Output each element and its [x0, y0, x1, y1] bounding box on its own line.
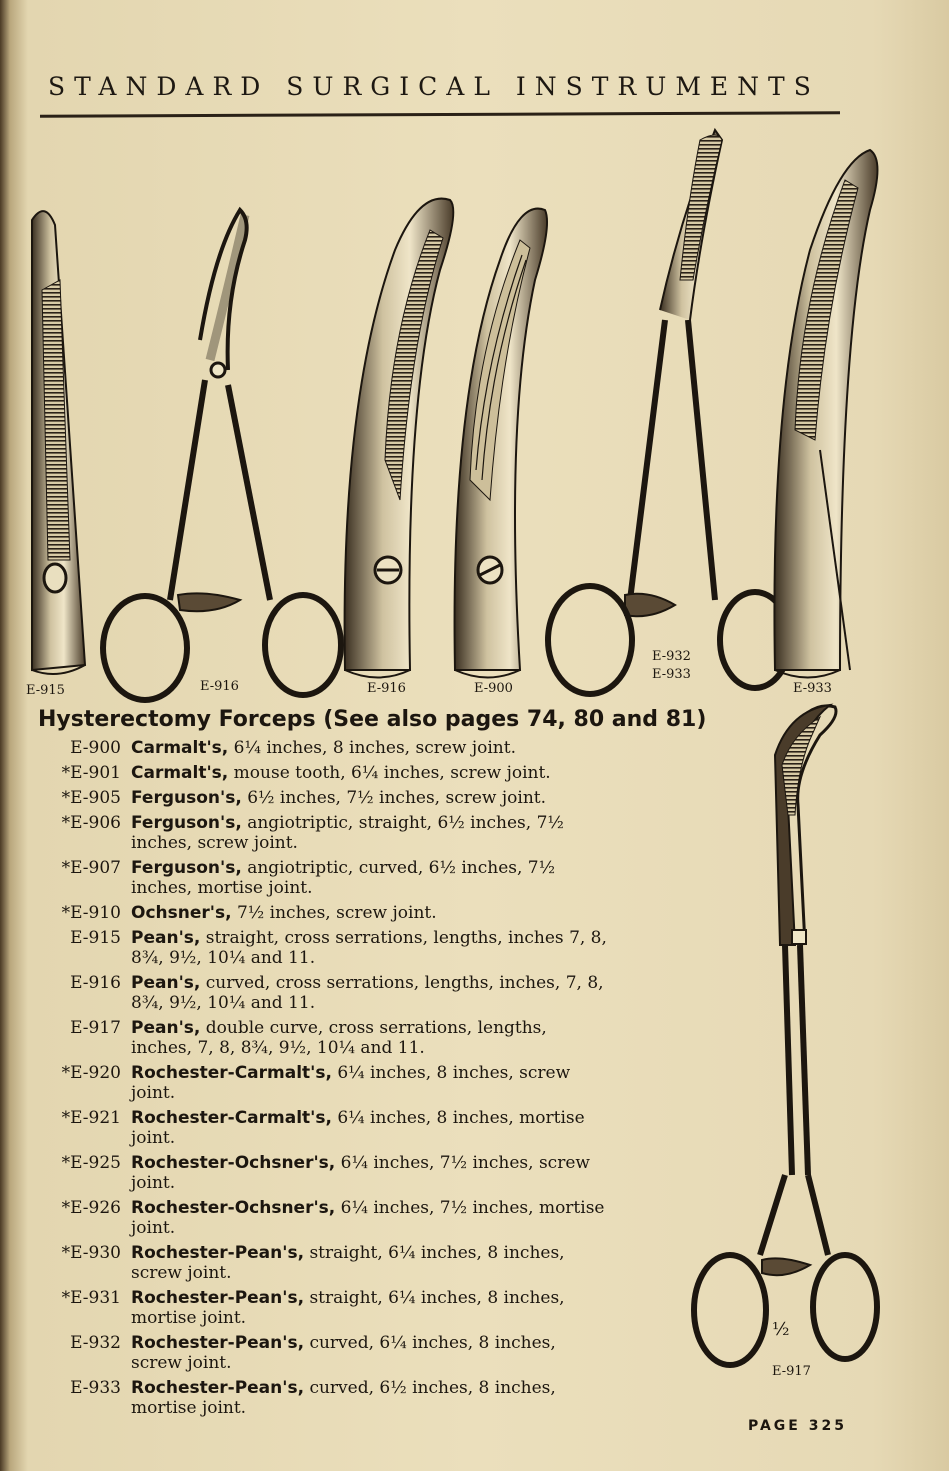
- item-name: Rochester-Carmalt's,: [131, 1063, 332, 1083]
- item-name: Ferguson's,: [131, 788, 242, 808]
- item-name: Rochester-Pean's,: [131, 1288, 305, 1308]
- catalog-item: [38, 1378, 608, 1418]
- item-description: [131, 928, 608, 968]
- section-title: Hysterectomy Forceps (See also pages 74, 80 and 81): [38, 707, 707, 732]
- item-code: *E-931: [61, 1288, 121, 1308]
- item-description: [131, 858, 608, 898]
- item-description: [131, 813, 608, 853]
- catalog-item: [38, 1108, 608, 1148]
- item-description: [131, 1288, 608, 1328]
- item-details: angiotriptic, straight, 6½ inches, 7½ inches, screw joint.: [131, 813, 564, 853]
- item-code: *E-901: [61, 763, 121, 783]
- item-code: E-917: [70, 1018, 121, 1038]
- item-name: Carmalt's,: [131, 738, 229, 758]
- catalog-item: [38, 1153, 608, 1193]
- catalog-item: [38, 1063, 608, 1103]
- item-code: E-915: [70, 928, 121, 948]
- item-description: [131, 1378, 608, 1418]
- figure-label-e915: E-915: [26, 683, 65, 698]
- item-description: [131, 763, 608, 783]
- item-name: Rochester-Ochsner's,: [131, 1153, 336, 1173]
- item-description: [131, 1108, 608, 1148]
- item-description: [131, 973, 608, 1013]
- item-description: [131, 1018, 608, 1058]
- catalog-item: [38, 1198, 608, 1238]
- e916-forceps-rings: [103, 210, 341, 700]
- item-code: *E-910: [61, 903, 121, 923]
- item-code: E-916: [70, 973, 121, 993]
- item-name: Rochester-Ochsner's,: [131, 1198, 336, 1218]
- e915-forceps: [26, 211, 85, 698]
- figure-label-e916-a: E-916: [200, 679, 239, 694]
- catalog-item: [38, 973, 608, 1013]
- item-code: *E-907: [61, 858, 121, 878]
- item-details: straight, 6¼ inches, 8 inches, mortise joint.: [131, 1288, 565, 1328]
- item-description: [131, 903, 608, 923]
- catalog-item: [38, 1018, 608, 1058]
- e917-forceps-illustration: [680, 695, 890, 1395]
- figure-label-e917: E-917: [772, 1364, 811, 1379]
- item-code: E-932: [70, 1333, 121, 1353]
- item-code: *E-920: [61, 1063, 121, 1083]
- item-details: 7½ inches, screw joint.: [231, 903, 437, 923]
- catalog-item: [38, 1243, 608, 1283]
- item-details: 6¼ inches, 8 inches, mortise joint.: [131, 1108, 585, 1148]
- item-details: angiotriptic, curved, 6½ inches, 7½ inches, mortise joint.: [131, 858, 556, 898]
- item-description: [131, 788, 608, 808]
- item-name: Ferguson's,: [131, 813, 242, 833]
- item-code: E-933: [70, 1378, 121, 1398]
- scale-mark: ½: [772, 1319, 790, 1340]
- catalog-item: [38, 928, 608, 968]
- item-details: curved, 6¼ inches, 8 inches, screw joint.: [131, 1333, 556, 1373]
- item-details: 6¼ inches, 7½ inches, mortise joint.: [131, 1198, 605, 1238]
- figure-label-e932: E-932: [652, 649, 691, 664]
- catalog-list: [38, 738, 608, 1418]
- item-details: mouse tooth, 6¼ inches, screw joint.: [228, 763, 551, 783]
- item-details: 6¼ inches, 8 inches, screw joint.: [228, 738, 516, 758]
- item-details: double curve, cross serrations, lengths, inches, 7, 8, 8¾, 9½, 10¼ and 11.: [131, 1018, 547, 1058]
- item-description: [131, 1063, 608, 1103]
- item-description: [131, 738, 608, 758]
- item-details: curved, 6½ inches, 8 inches, mortise joint.: [131, 1378, 556, 1418]
- forceps-illustration: [0, 100, 949, 720]
- item-code: *E-930: [61, 1243, 121, 1263]
- item-details: 6½ inches, 7½ inches, screw joint.: [241, 788, 547, 808]
- item-name: Pean's,: [131, 1018, 201, 1038]
- item-name: Rochester-Pean's,: [131, 1378, 305, 1398]
- catalog-item: [38, 903, 608, 923]
- item-name: Carmalt's,: [131, 763, 229, 783]
- catalog-item: [38, 1333, 608, 1373]
- catalog-item: [38, 738, 608, 758]
- item-name: Ochsner's,: [131, 903, 232, 923]
- item-name: Rochester-Carmalt's,: [131, 1108, 332, 1128]
- item-description: [131, 1243, 608, 1283]
- catalog-item: [38, 1288, 608, 1328]
- figure-label-e933-a: E-933: [652, 667, 691, 682]
- item-details: 6¼ inches, 7½ inches, screw joint.: [131, 1153, 590, 1193]
- e916-jaw: [345, 199, 454, 696]
- item-code: *E-905: [61, 788, 121, 808]
- page-number: PAGE 325: [748, 1418, 847, 1434]
- item-details: straight, cross serrations, lengths, inches 7, 8, 8¾, 9½, 10¼ and 11.: [131, 928, 607, 968]
- item-description: [131, 1198, 608, 1238]
- catalog-item: [38, 813, 608, 853]
- catalog-item: [38, 858, 608, 898]
- item-details: curved, cross serrations, lengths, inches, 7, 8, 8¾, 9½, 10¼ and 11.: [131, 973, 604, 1013]
- item-description: [131, 1153, 608, 1193]
- catalog-item: [38, 788, 608, 808]
- e932-forceps-rings: [548, 130, 790, 694]
- e900-jaw: [455, 209, 547, 696]
- page-header: STANDARD SURGICAL INSTRUMENTS: [48, 72, 820, 101]
- item-name: Pean's,: [131, 973, 201, 993]
- item-details: straight, 6¼ inches, 8 inches, screw joint.: [131, 1243, 565, 1283]
- catalog-item: [38, 763, 608, 783]
- figure-label-e900: E-900: [474, 681, 513, 696]
- item-name: Pean's,: [131, 928, 201, 948]
- item-name: Ferguson's,: [131, 858, 242, 878]
- item-name: Rochester-Pean's,: [131, 1333, 305, 1353]
- item-code: *E-906: [61, 813, 121, 833]
- item-code: *E-926: [61, 1198, 121, 1218]
- item-description: [131, 1333, 608, 1373]
- item-code: *E-921: [61, 1108, 121, 1128]
- figure-label-e933-b: E-933: [793, 681, 832, 696]
- item-details: 6¼ inches, 8 inches, screw joint.: [131, 1063, 571, 1103]
- item-code: E-900: [70, 738, 121, 758]
- figure-label-e916-b: E-916: [367, 681, 406, 696]
- item-code: *E-925: [61, 1153, 121, 1173]
- item-name: Rochester-Pean's,: [131, 1243, 305, 1263]
- e933-jaw: [774, 150, 877, 696]
